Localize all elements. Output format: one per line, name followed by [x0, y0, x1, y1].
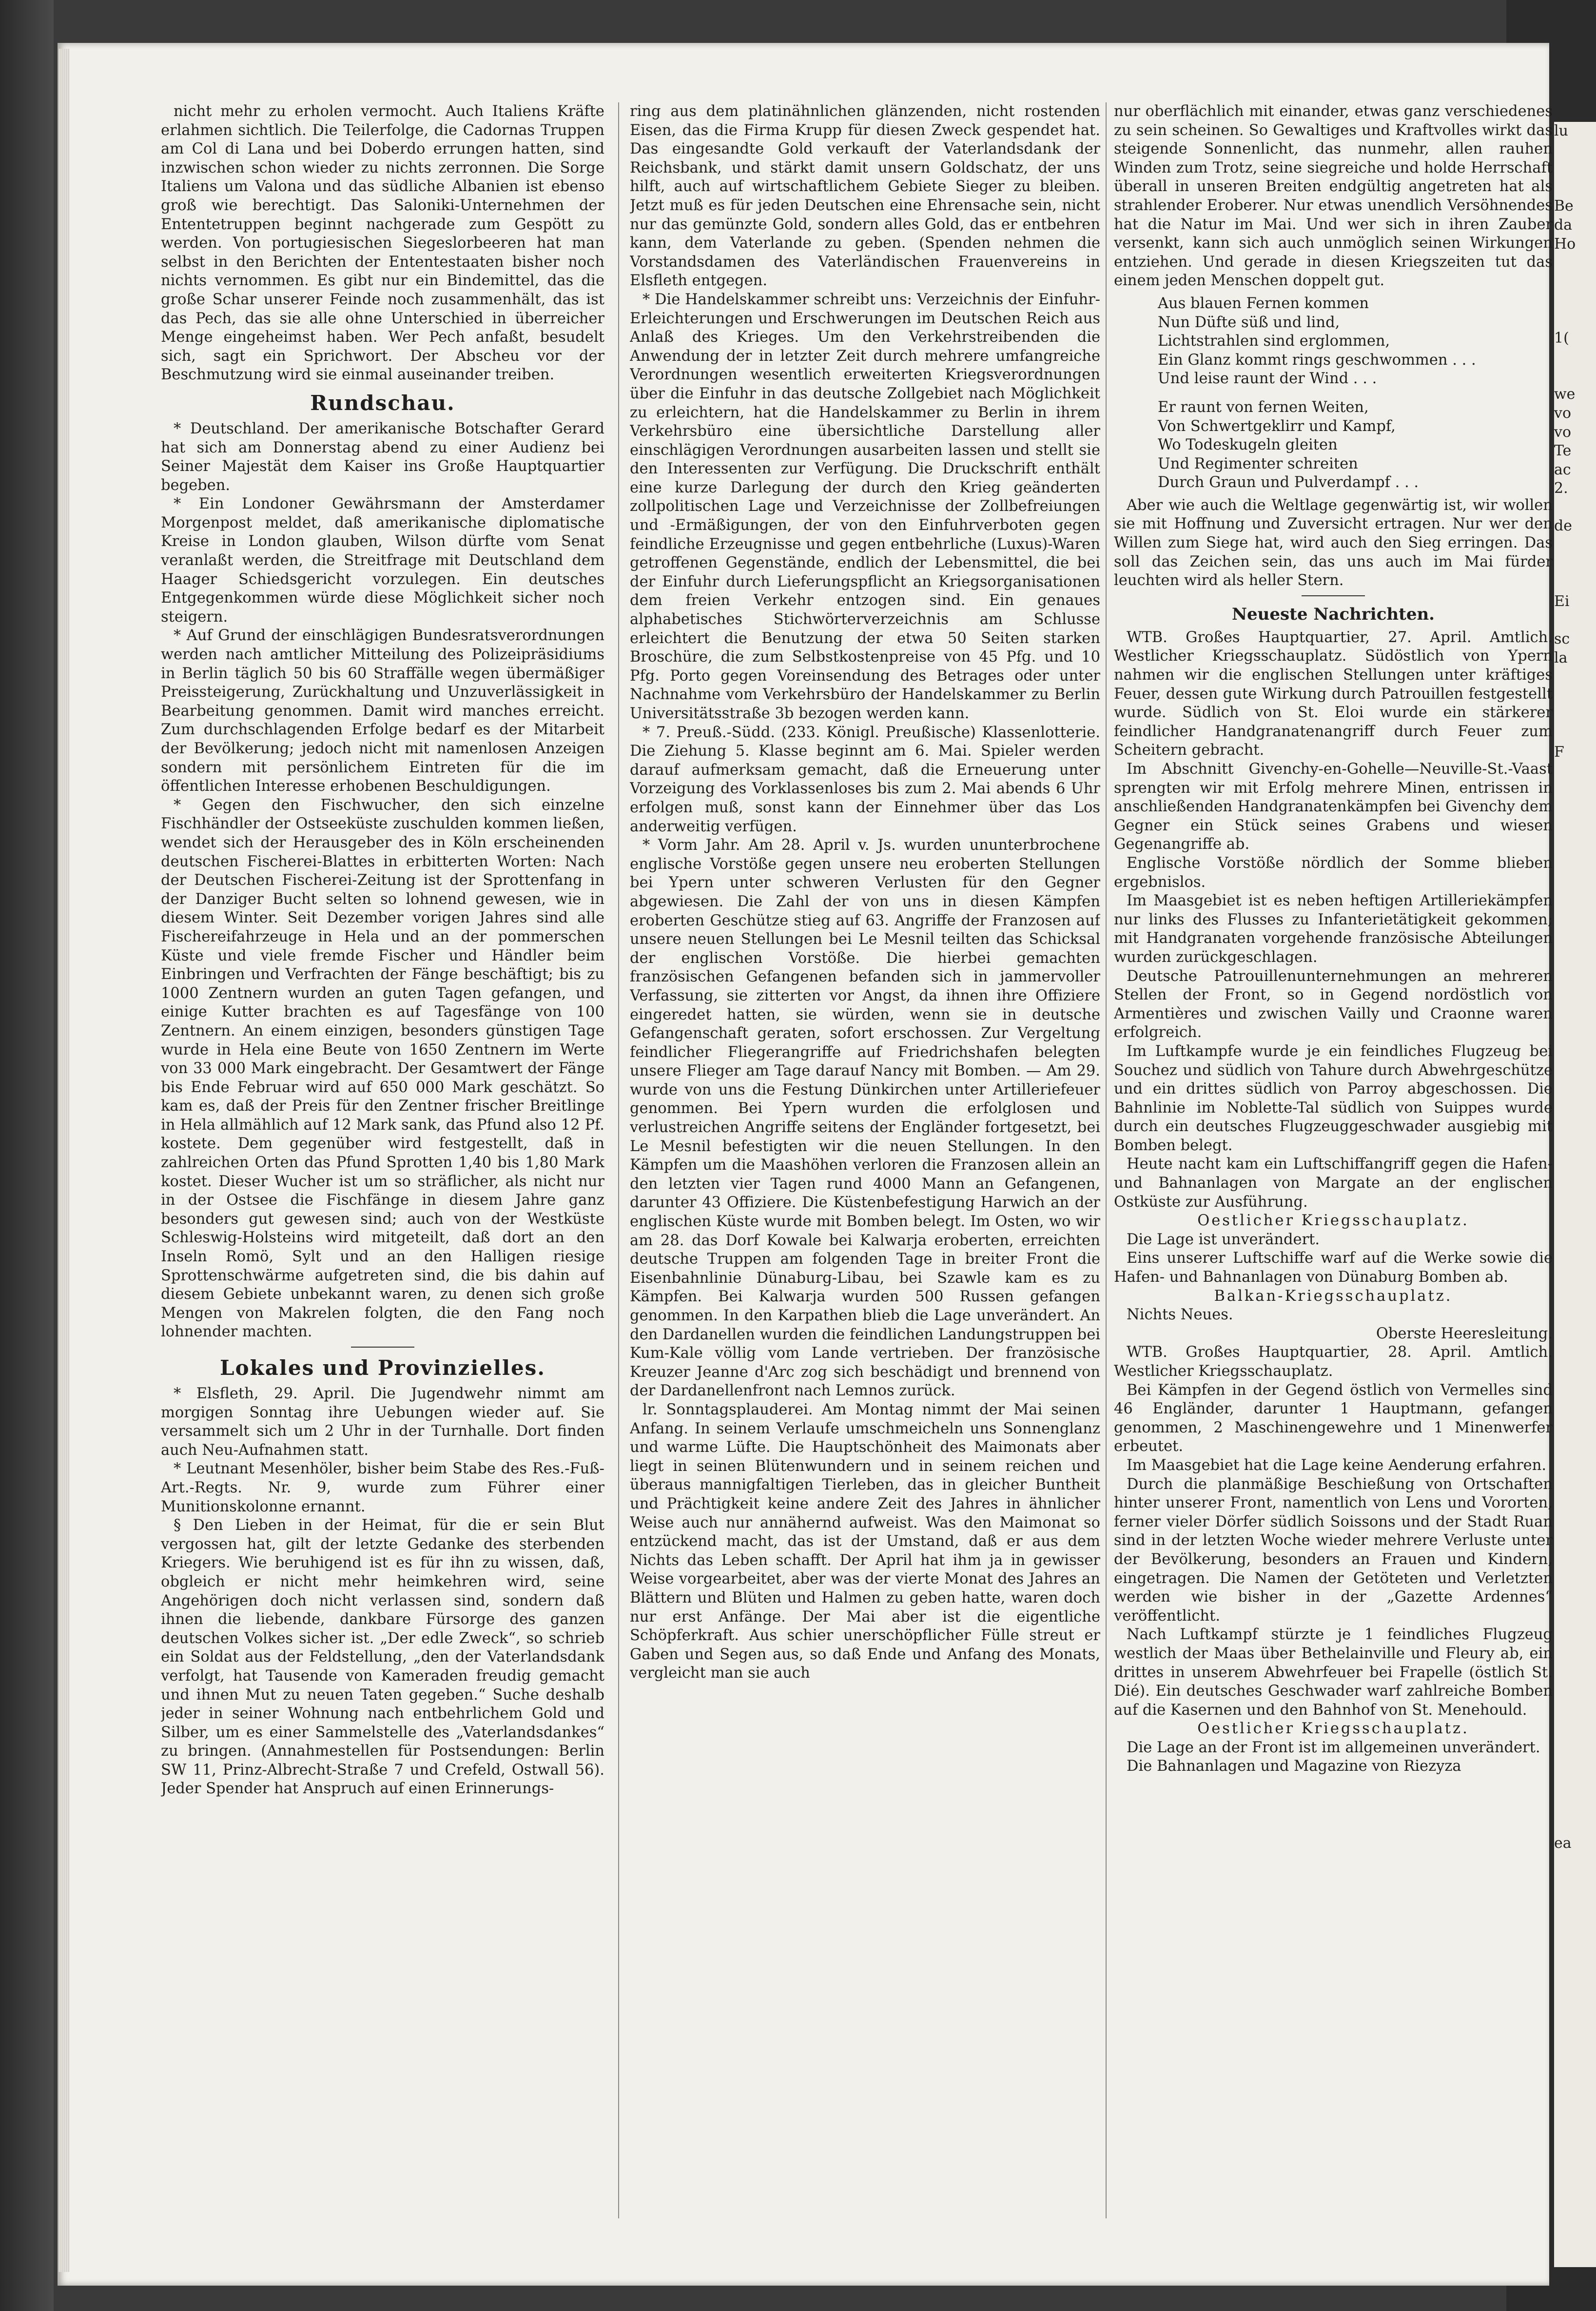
paragraph: WTB. Großes Hauptquartier, 27. April. Amtlich. Westlicher Kriegsschauplatz. Südöstlich von Ypern nahmen wir die englischen Stellungen unter kräftiges Feuer, dessen gute Wirkung durch Patrouillen festgestellt wurde. Südlich von St. Eloi wurde ein stärkerer feindlicher Handgranatenangriff durch Feuer zum Scheitern gebracht. [1114, 628, 1553, 759]
paragraph: * Deutschland. Der amerikanische Botschafter Gerard hat sich am Donnerstag abend zu einer Audienz bei Seiner Majestät dem Kaiser ins Große Hauptquartier begeben. [161, 420, 604, 494]
separator [1302, 595, 1365, 596]
next-page-line [1554, 2022, 1596, 2041]
next-page-line: ac [1554, 461, 1571, 478]
paragraph: lr. Sonntagsplauderei. Am Montag nimmt der Mai seinen Anfang. In seinem Verlaufe umschmeicheln uns Sonnenglanz und warme Lüfte. Die Hauptschönheit des Maimonats aber liegt in seinen Blütenwundern und in seinem reichen und überaus mannigfaltigen Tierleben, das in gleicher Buntheit und Prächtigkeit keine andere Zeit des Jahres in ähnlicher Weise auch nur annähernd aufweist. Was den Maimonat so entzückend macht, das ist der Umstand, daß er aus dem Nichts das Leben schafft. Der April hat ihm ja in gewisser Weise vorgearbeitet, aber was der vierte Monat des Jahres an Blättern und Blüten und Halmen zu geben hatte, waren doch nur erst Anfänge. Der Mai aber ist die eigentliche Schöpferkraft. Aus schier unerschöpflicher Fülle streut er Gaben und Segen aus, so daß Ende und Anfang des Monats, vergleicht man sie auch [630, 1401, 1100, 1682]
next-page-line [1554, 893, 1596, 912]
paragraph: Im Abschnitt Givenchy-en-Gohelle—Neuville-St.-Vaast sprengten wir mit Erfolg mehrere Minen, entrissen in anschließenden Handgranatenkämpfen bei Givenchy dem Gegner ein Stück seines Grabens und wiesen Gegenangriffe ab. [1114, 761, 1553, 853]
paragraph: Die Lage an der Front ist im allgemeinen unverändert. [1127, 1739, 1540, 1756]
poem [1114, 294, 1553, 492]
section-heading-rundschau: Rundschau. [310, 391, 455, 415]
next-page-line [1554, 875, 1596, 894]
next-page-line [1554, 1759, 1596, 1778]
paragraph: Bei Kämpfen in der Gegend östlich von Vermelles sind 46 Engländer, darunter 1 Hauptmann, gefangen genommen, 2 Maschinengewehre und 1 Minenwerfer erbeutet. [1114, 1381, 1553, 1455]
paragraph: * Auf Grund der einschlägigen Bundesratsverordnungen werden nach amtlicher Mitteilung des Polizeipräsidiums in Berlin täglich 50 bis 60 Straffälle wegen übermäßiger Preissteigerung, Zurückhaltung und Unzuverlässigkeit in Bearbeitung genommen. Damit wird manches erreicht. Zum durchschlagenden Erfolge bedarf es der Mitarbeit der Bevölkerung; jedoch nicht mit namenlosen Anzeigen sondern mit persönlichem Eintreten für die im öffentlichen Interesse erhobenen Beschuldigungen. [161, 627, 604, 795]
next-page-line [1554, 1025, 1596, 1044]
next-page-line [1554, 1383, 1596, 1402]
next-page-line: 2. [1554, 480, 1568, 497]
next-page-line [1554, 1213, 1596, 1232]
column-1 [161, 102, 604, 2248]
paragraph: Nichts Neues. [1127, 1306, 1233, 1324]
next-page-line [1554, 273, 1596, 292]
next-page-line: Ei [1554, 592, 1570, 610]
next-page-line [1554, 1571, 1596, 1590]
next-page-line: ea [1554, 1835, 1572, 1852]
poem-line: Und Regimenter schreiten [1158, 455, 1358, 472]
next-page-line [1554, 1232, 1596, 1251]
next-page-line [1554, 1985, 1596, 2004]
next-page-line [1554, 2097, 1596, 2116]
next-page-line [1554, 1815, 1596, 1834]
next-page-line [1554, 1684, 1596, 1703]
next-page-line [1554, 1740, 1596, 1759]
paragraph: Die Lage ist unverändert. [1127, 1231, 1320, 1248]
next-page-line [1554, 837, 1596, 856]
next-page-line [1554, 291, 1596, 310]
paragraph: * 7. Preuß.-Südd. (233. Königl. Preußische) Klassenlotterie. Die Ziehung 5. Klasse beginnt am 6. Mai. Spieler werden darauf aufmerksam gemacht, daß die Erneuerung unter Vorzeigung des Vorklassenloses bis zum 2. Mai abends 6 Uhr erfolgen muß, sonst kann der Einnehmer über das Los anderweitig verfügen. [630, 724, 1100, 835]
paragraph: nur oberflächlich mit einander, etwas ganz verschiedenes zu sein scheinen. So Gewaltiges und Kraftvolles wirkt das steigende Sonnenlicht, das nunmehr, allen rauhen Winden zum Trotz, seine siegreiche und holde Herrschaft überall in unseren Breiten endgültig angetreten hat als strahlender Eroberer. Nur etwas unendlich Versöhnendes hat die Natur im Mai. Und wer sich in ihren Zauber versenkt, kann sich auch unmöglich seinen Wirkungen entziehen. Und gerade in diesen Kriegszeiten tut das einem jeden Menschen doppelt gut. [1114, 103, 1553, 290]
next-page-line [1554, 1119, 1596, 1138]
next-page-line: we [1554, 386, 1576, 403]
next-page-line [1554, 1138, 1596, 1157]
next-page-line [1554, 724, 1596, 743]
next-page-line [1554, 1703, 1596, 1722]
next-page-line [1554, 1928, 1596, 1947]
next-page-line [1554, 1345, 1596, 1364]
next-page-line [1554, 1533, 1596, 1552]
next-page-line [1554, 159, 1596, 178]
next-page-line: vo [1554, 423, 1572, 441]
paragraph: Die Bahnanlagen und Magazine von Riezyza [1127, 1758, 1461, 1775]
column-2 [630, 102, 1100, 2248]
subheading: Balkan-Kriegsschauplatz. [1214, 1287, 1453, 1305]
next-page-line [1554, 1307, 1596, 1326]
page-edges [58, 49, 69, 2272]
paragraph: Durch die planmäßige Beschießung von Ortschaften hinter unserer Front, namentlich von Lens und Vororten, ferner vieler Dörfer südlich Soissons und der Stadt Ruan sind in der letzten Woche wieder mehrere Verluste unter der Bevölkerung, besonders an Frauen und Kindern, eingetragen. Die Namen der Getöteten und Verletzten werden wie bisher in der „Gazette Ardennes“ veröffentlicht. [1114, 1475, 1553, 1625]
next-page-line [1554, 1909, 1596, 1928]
paragraph: * Gegen den Fischwucher, den sich einzelne Fischhändler der Ostseeküste zuschulden kommen ließen, wendet sich der Herausgeber des in Köln erscheinenden deutschen Fischerei-Blattes in erbitterten Worten: Nach der Deutschen Fischerei-Zeitung ist der Sprottenfang in der Danziger Bucht selten so lohnend gewesen, wie in diesem Winter. Seit Dezember vorigen Jahres sind alle Fischereifahrzeuge in Hela und an der pommerschen Küste und viele fremde Fischer und Händler beim Einbringen und Verfrachten der Fänge beschäftigt; bis zu 1000 Zentnern wurden an guten Tagen gefangen, und einige Kutter brachten es auf Tagesfänge von 100 Zentnern. An einem einzigen, besonders günstigen Tage wurde in Hela eine Beute von 1650 Zentnern im Werte von 33 000 Mark eingebracht. Der Gesamtwert der Fänge bis Ende Februar wird auf 650 000 Mark geschätzt. So kam es, daß der Preis für den Zentner frischer Breitlinge in Hela allmählich auf 12 Mark sank, das Pfund also 12 Pf. kostete. Dem gegenüber wird festgestellt, daß in zahlreichen Orten das Pfund Sprotten 1,40 bis 1,80 Mark kostet. Dieser Wucher ist um so sträflicher, als nicht nur in der Ostsee die Fischfänge in diesem Jahre ganz besonders gut gewesen sind; auch von der Westküste Schleswig-Holsteins wird mitgeteilt, daß dort an den Inseln Romö, Sylt und an den Halligen riesige Sprottenschwärme aufgetreten sind, die bis dahin auf diesem Gebiete unbekannt waren, zu denen sich große Mengen von Makrelen folgten, die den Fang noch lohnender machten. [161, 796, 604, 1341]
next-page-line [1554, 1853, 1596, 1872]
next-page-line [1554, 1891, 1596, 1910]
next-page-line: Te [1554, 442, 1572, 460]
next-page-line [1554, 781, 1596, 800]
paragraph: § Den Lieben in der Heimat, für die er sein Blut vergossen hat, gilt der letzte Gedanke des sterbenden Kriegers. Wie beruhigend ist es für ihn zu wissen, daß, obgleich er nicht mehr heimkehren wird, seine Angehörigen doch nicht verlassen sind, sondern daß ihnen die liebende, dankbare Fürsorge des ganzen deutschen Volkes sicher ist. „Der edle Zweck“, so schrieb ein Soldat aus der Feldstellung, „den der Vaterlandsdank verfolgt, hat Tausende von Kameraden freudig gemacht und ihnen Mut zu neuen Taten gegeben.“ Suche deshalb jeder in seiner Wohnung nach entbehrlichem Gold und Silber, um es einer Sammelstelle des „Vaterlandsdankes“ zu bringen. (Annahmestellen für Postsendungen: Berlin SW 11, Prinz-Albrecht-Straße 7 und Crefeld, Ostwall 56). Jeder Spender hat Anspruch auf einen Erinnerungs- [161, 1517, 604, 1798]
column-rule [1106, 102, 1107, 2218]
next-page-line [1554, 310, 1596, 329]
next-page-line: F [1554, 743, 1564, 761]
next-page-line: de [1554, 517, 1572, 535]
next-page-line [1554, 1552, 1596, 1571]
poem-line: Er raunt von fernen Weiten, [1158, 398, 1369, 416]
paragraph: Heute nacht kam ein Luftschiffangriff gegen die Hafen- und Bahnanlagen von Margate an der englischen Ostküste zur Ausführung. [1114, 1156, 1553, 1211]
poem-line: Nun Düfte süß und lind, [1158, 313, 1340, 331]
next-page-line [1554, 2079, 1596, 2098]
poem-line: Aus blauen Fernen kommen [1158, 294, 1369, 312]
paragraph: nicht mehr zu erholen vermocht. Auch Italiens Kräfte erlahmen sichtlich. Die Teilerfolge, die Cadornas Truppen am Col di Lana und bei Doberdo errungen hatten, sind inzwischen schon wieder zu nichts zerronnen. Die Sorge Italiens um Valona und das südliche Albanien ist ebenso groß wie berechtigt. Das Saloniki-Unternehmen der Ententetruppen beginnt nachgerade zum Gespött zu werden. Von portugiesischen Siegeslorbeeren hat man selbst in den Berichten der Ententestaaten bisher noch nichts vernommen. Es gibt nur ein Bindemittel, das die große Schar unserer Feinde noch zusammenhält, das ist das Pech, das sie alle ohne Unterschied in überreicher Menge eingeheimst haben. Wer Pech anfaßt, besudelt sich, sagt ein Sprichwort. Der Abscheu vor der Beschmutzung wird sie einmal auseinander treiben. [161, 103, 604, 384]
next-page-line [1554, 1458, 1596, 1477]
next-page-line [1554, 1006, 1596, 1025]
paragraph: * Ein Londoner Gewährsmann der Amsterdamer Morgenpost meldet, daß amerikanische diplomatische Kreise in London glauben, Wilson dürfte vom Senat veranlaßt werden, die Streitfrage mit Deutschland dem Haager Schiedsgericht vorzulegen. Ein deutsches Entgegenkommen würde diese Möglichkeit sicher noch steigern. [161, 495, 604, 626]
paragraph: Im Luftkampfe wurde je ein feindliches Flugzeug bei Souchez und südlich von Tahure durch Abwehrgeschütze und ein drittes südlich von Parroy abgeschossen. Die Bahnlinie im Noblette-Tal südlich von Suippes wurde durch ein deutsches Flugzeuggeschwader ausgiebig mit Bomben belegt. [1114, 1042, 1553, 1154]
subheading: Oestlicher Kriegsschauplatz. [1197, 1212, 1469, 1230]
next-page-line: sc [1554, 630, 1570, 648]
next-page-line [1554, 1665, 1596, 1684]
next-page-line [1554, 987, 1596, 1006]
paragraph: Englische Vorstöße nördlich der Somme blieben ergebnislos. [1114, 854, 1553, 891]
next-page-line [1554, 536, 1596, 555]
next-page-line [1554, 1589, 1596, 1608]
next-page-line [1554, 2060, 1596, 2079]
next-page-line [1554, 1420, 1596, 1439]
next-page-line [1554, 555, 1596, 574]
next-page-line [1554, 1947, 1596, 1966]
next-page-line: vo [1554, 404, 1572, 422]
next-page-line [1554, 705, 1596, 724]
next-page-line: Ho [1554, 235, 1576, 253]
next-page-line [1554, 348, 1596, 367]
next-page-line [1554, 1063, 1596, 1082]
next-page-line [1554, 1364, 1596, 1383]
next-page-line [1554, 1251, 1596, 1270]
next-page-line: 1( [1554, 329, 1569, 347]
next-page-line [1554, 1326, 1596, 1345]
paragraph: * Elsfleth, 29. April. Die Jugendwehr nimmt am morgigen Sonntag ihre Uebungen wieder auf. Sie versammelt sich um 2 Uhr in der Turnhalle. Dort finden auch Neu-Aufnahmen statt. [161, 1385, 604, 1459]
separator [351, 1347, 414, 1348]
next-page-line [1554, 1646, 1596, 1665]
next-page-line [1554, 611, 1596, 630]
next-page-line: la [1554, 649, 1568, 666]
next-page-line [1554, 799, 1596, 818]
paragraph: Eins unserer Luftschiffe warf auf die Werke sowie die Hafen- und Bahnanlagen von Dünaburg Bomben ab. [1114, 1250, 1553, 1286]
next-page-line [1554, 1778, 1596, 1797]
next-page-line [1554, 931, 1596, 950]
column-rule [618, 102, 619, 2218]
paragraph: WTB. Großes Hauptquartier, 28. April. Amtlich. Westlicher Kriegsschauplatz. [1114, 1344, 1553, 1380]
poem-line: Von Schwertgeklirr und Kampf, [1158, 417, 1396, 435]
section-heading-lokales: Lokales und Provinzielles. [220, 1356, 545, 1380]
poem-line: Lichtstrahlen sind erglommen, [1158, 333, 1390, 350]
next-page-line [1554, 686, 1596, 705]
next-page-line [1554, 1477, 1596, 1496]
next-page-line [1554, 1966, 1596, 1985]
next-page-line [1554, 1195, 1596, 1214]
column-3 [1114, 102, 1553, 2248]
signature: Oberste Heeresleitung. [1376, 1325, 1553, 1342]
section-heading-neueste-nachrichten: Neueste Nachrichten. [1231, 604, 1435, 624]
next-page-line [1554, 950, 1596, 969]
poem-line: Wo Todeskugeln gleiten [1158, 436, 1338, 454]
next-page-line [1554, 1401, 1596, 1420]
next-page-line [1554, 254, 1596, 273]
next-page-line [1554, 1289, 1596, 1308]
next-page-line [1554, 1044, 1596, 1063]
next-page-line [1554, 367, 1596, 386]
next-page-line [1554, 1797, 1596, 1816]
paragraph: Aber wie auch die Weltlage gegenwärtig ist, wir wollen sie mit Hoffnung und Zuversicht ertragen. Nur wer den Willen zum Siege hat, wird auch den Sieg erringen. Das soll das Zeichen sein, das uns auch im Mai fürder leuchten wird als heller Stern. [1114, 496, 1553, 589]
paragraph: ring aus dem platinähnlichen glänzenden, nicht rostenden Eisen, das die Firma Krupp für diesen Zweck gespendet hat. Das eingesandte Gold verkauft der Vaterlandsdank der Reichsbank, und stärkt damit unsern Goldschatz, der uns hilft, auch auf wirtschaftlichem Gebiete Sieger zu bleiben. Jetzt muß es für jeden Deutschen eine Ehrensache sein, nicht nur das gemünzte Gold, sondern alles Gold, das er entbehren kann, dem Vaterlande zu geben. (Spenden nehmen die Vorstandsdamen des Vaterländischen Frauenvereins in Elsfleth entgegen. [630, 103, 1100, 290]
paragraph: * Leutnant Mesenhöler, bisher beim Stabe des Res.-Fuß-Art.-Regts. Nr. 9, wurde zum Führer einer Munitionskolonne ernannt. [161, 1460, 604, 1515]
next-page-line [1554, 1608, 1596, 1627]
paragraph: Im Maasgebiet hat die Lage keine Aenderung erfahren. [1127, 1456, 1547, 1474]
poem-line: Ein Glanz kommt rings geschwommen . . . [1158, 351, 1476, 369]
poem-line: Durch Graun und Pulverdampf . . . [1158, 474, 1419, 491]
subheading: Oestlicher Kriegsschauplatz. [1197, 1720, 1469, 1738]
next-page-line [1554, 912, 1596, 931]
next-page-line [1554, 178, 1596, 197]
paragraph: Im Maasgebiet ist es neben heftigen Artilleriekämpfen nur links des Flusses zu Infanterietätigkeit gekommen; mit Handgranaten vorgehende französische Abteilungen wurden zurückgeschlagen. [1114, 892, 1553, 966]
next-page-line [1554, 141, 1596, 160]
next-page-line [1554, 1081, 1596, 1100]
next-page-line [1554, 1270, 1596, 1289]
next-page-line [1554, 2003, 1596, 2022]
next-page-line [1554, 667, 1596, 686]
paragraph: * Vorm Jahr. Am 28. April v. Js. wurden ununterbrochene englische Vorstöße gegen unsere neu eroberten Stellungen bei Ypern unter schweren Verlusten für den Gegner abgewiesen. Die Zahl der von uns in diesen Kämpfen eroberten Geschütze stieg auf 63. Angriffe der Franzosen auf unsere neuen Stellungen bei Le Mesnil teilten das Schicksal der englischen Vorstöße. Die hierbei gemachten französischen Gefangenen befanden sich in jammervoller Verfassung, sie zitterten vor Angst, da ihnen ihre Offiziere eingeredet hatten, sie würden, wenn sie in deutsche Gefangenschaft geraten, sofort erschossen. Zur Vergeltung feindlicher Fliegerangriffe auf Friedrichshafen belegten unsere Flieger am Tage darauf Nancy mit Bomben. — Am 29. wurde von uns die Festung Dünkirchen unter Artilleriefeuer genommen. Bei Ypern wurden die erfolglosen und verlustreichen Angriffe seitens der Engländer fortgesetzt, bei Le Mesnil befestigten wir die neuen Stellungen. In den Kämpfen um die Maashöhen verloren die Franzosen allein an den letzten vier Tagen rund 4000 Mann an Gefangenen, darunter 43 Offiziere. Die Küstenbefestigung Harwich an der englischen Küste wurde mit Bomben belegt. Im Osten, wo wir am 28. das Dorf Kowale bei Kalwarja eroberten, erreichten deutsche Truppen am folgenden Tage in breiter Front die Eisenbahnlinie Dünaburg-Libau, bei Szawle kam es zu Kämpfen. Bei Kalwarja wurden 500 Russen gefangen genommen. In den Karpathen blieb die Lage unverändert. An den Dardanellen wurden die feindlichen Landungstruppen bei Kum-Kale völlig vom Lande vertrieben. Der französische Kreuzer Jeanne d'Arc zog sich beschädigt und brennend von der Dardanellenfront nach Lemnos zurück. [630, 837, 1100, 1400]
next-page-line [1554, 1872, 1596, 1891]
next-page-line [1554, 498, 1596, 517]
next-page-line: lu [1554, 122, 1568, 139]
next-page-line [1554, 762, 1596, 781]
paragraph: Nach Luftkampf stürzte je 1 feindliches Flugzeug westlich der Maas über Bethelainville und Fleury ab, ein drittes in unserem Abwehrfeuer bei Frapelle (östlich St. Dié). Ein deutsches Geschwader warf zahlreiche Bomben auf die Kasernen und den Bahnhof von St. Menehould. [1114, 1626, 1553, 1719]
book-spine [0, 0, 54, 2311]
next-page-line [1554, 1495, 1596, 1514]
next-page-line [1554, 1175, 1596, 1195]
next-page-line: Be [1554, 197, 1574, 215]
next-page-line [1554, 969, 1596, 988]
next-page-fragment [1554, 122, 1596, 2267]
next-page-line [1554, 1157, 1596, 1176]
paragraph: * Die Handelskammer schreibt uns: Verzeichnis der Einfuhr-Erleichterungen und Erschwerungen im Deutschen Reich aus Anlaß des Krieges. Um den Verkehrstreibenden die Anwendung der in letzter Zeit durch mehrere umfangreiche Verordnungen wesentlich erweiterten Kriegsverordnungen über die Einfuhr in das deutsche Zollgebiet nach Möglichkeit zu erleichtern, hat die Handelskammer zu Berlin in ihrem Verkehrsbüro eine übersichtliche Darstellung aller einschlägigen Verordnungen ausarbeiten lassen und stellt sie den Interessenten zur Verfügung. Die Druckschrift enthält eine kurze Darlegung der durch den Krieg geänderten zollpolitischen Lage und Verzeichnisse der Zollbefreiungen und -Ermäßigungen, der von den Einfuhrverboten gegen feindliche Erzeugnisse und gegen entbehrliche (Luxus)-Waren getroffenen Gegenstände, endlich der Lebensmittel, die bei der Einfuhr durch Lieferungspflicht an Kriegsorganisationen dem freien Verkehr entzogen sind. Ein genaues alphabetisches Stichwörterverzeichnis am Schlusse erleichtert die Benutzung der etwa 50 Seiten starken Broschüre, die zum Selbstkostenpreise von 45 Pfg. und 10 Pfg. Porto gegen Voreinsendung des Betrages oder unter Nachnahme vom Verkehrsbüro der Handelskammer zu Berlin Universitätsstraße 3b bezogen werden kann. [630, 291, 1100, 722]
poem-line: Und leise raunt der Wind . . . [1158, 370, 1377, 388]
next-page-line [1554, 1439, 1596, 1458]
next-page-line [1554, 2041, 1596, 2060]
next-page-line [1554, 818, 1596, 837]
next-page-line [1554, 1721, 1596, 1740]
next-page-line [1554, 573, 1596, 592]
next-page-line [1554, 856, 1596, 875]
next-page-line [1554, 1514, 1596, 1533]
next-page-line [1554, 1627, 1596, 1646]
next-page-line: da [1554, 216, 1573, 234]
next-page-line [1554, 1100, 1596, 1119]
paragraph: Deutsche Patrouillenunternehmungen an mehreren Stellen der Front, so in Gegend nordöstlich von Armentières und zwischen Vailly und Craonne waren erfolgreich. [1114, 967, 1553, 1041]
